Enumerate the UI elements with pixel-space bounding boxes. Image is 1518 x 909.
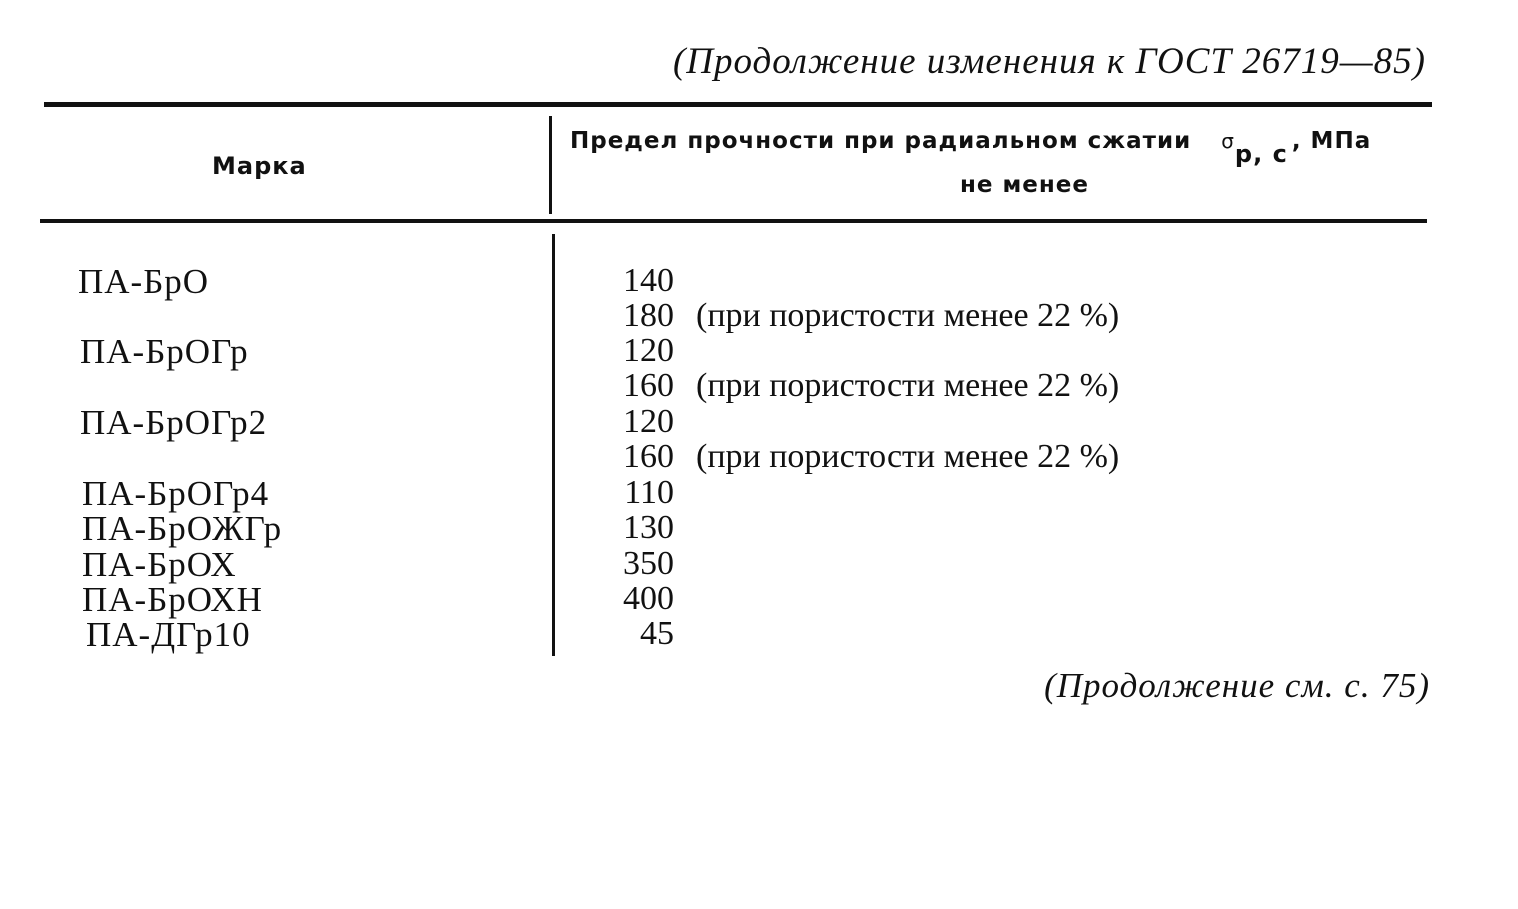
strength-value: 160 bbox=[623, 438, 674, 475]
sigma-subscript: p, c bbox=[1234, 140, 1288, 168]
strength-row bbox=[600, 367, 1119, 405]
strength-row bbox=[600, 262, 696, 300]
strength-value: 120 bbox=[623, 403, 674, 440]
strength-value: 160 bbox=[623, 367, 674, 404]
strength-row bbox=[600, 332, 696, 370]
header-bottom-rule bbox=[40, 219, 1427, 223]
grade-cell: ПА-БрОГр4 bbox=[82, 474, 270, 513]
strength-row bbox=[600, 509, 696, 547]
strength-row bbox=[600, 438, 1119, 476]
strength-value: 350 bbox=[623, 545, 674, 582]
header-column-divider bbox=[549, 116, 552, 214]
strength-value: 180 bbox=[623, 297, 674, 334]
strength-row bbox=[600, 474, 696, 512]
column-header-strength-qualifier: не менее bbox=[960, 172, 1089, 198]
strength-row bbox=[600, 615, 696, 653]
column-header-grade: Марка bbox=[212, 152, 307, 180]
strength-note: (при пористости менее 22 %) bbox=[696, 297, 1120, 334]
strength-unit: , МПа bbox=[1291, 128, 1372, 154]
strength-value: 400 bbox=[623, 580, 674, 617]
strength-note: (при пористости менее 22 %) bbox=[696, 367, 1120, 404]
body-column-divider bbox=[552, 234, 555, 656]
strength-value: 45 bbox=[640, 615, 674, 652]
strength-note: (при пористости менее 22 %) bbox=[696, 438, 1120, 475]
strength-row bbox=[600, 545, 696, 583]
continuation-header: (Продолжение изменения к ГОСТ 26719—85) bbox=[672, 41, 1426, 82]
strength-value: 120 bbox=[623, 332, 674, 369]
strength-row bbox=[600, 403, 696, 441]
column-header-strength-label: Предел прочности при радиальном сжатии bbox=[570, 128, 1192, 154]
grade-cell: ПА-БрОЖГр bbox=[82, 509, 283, 548]
sigma-symbol: σ bbox=[1221, 129, 1235, 153]
strength-row bbox=[600, 297, 1119, 335]
table-top-rule bbox=[44, 102, 1432, 107]
continuation-footer: (Продолжение см. с. 75) bbox=[1044, 666, 1430, 705]
strength-row bbox=[600, 580, 696, 618]
column-header-strength bbox=[570, 126, 1372, 168]
strength-value: 130 bbox=[623, 509, 674, 546]
grade-cell: ПА-БрОХН bbox=[82, 580, 263, 619]
grade-cell: ПА-ДГр10 bbox=[86, 615, 251, 654]
strength-value: 110 bbox=[624, 474, 674, 511]
grade-cell: ПА-БрО bbox=[78, 262, 210, 301]
grade-cell: ПА-БрОХ bbox=[82, 545, 237, 584]
grade-cell: ПА-БрОГр bbox=[80, 332, 249, 371]
strength-value: 140 bbox=[623, 262, 674, 299]
grade-cell: ПА-БрОГр2 bbox=[80, 403, 268, 442]
